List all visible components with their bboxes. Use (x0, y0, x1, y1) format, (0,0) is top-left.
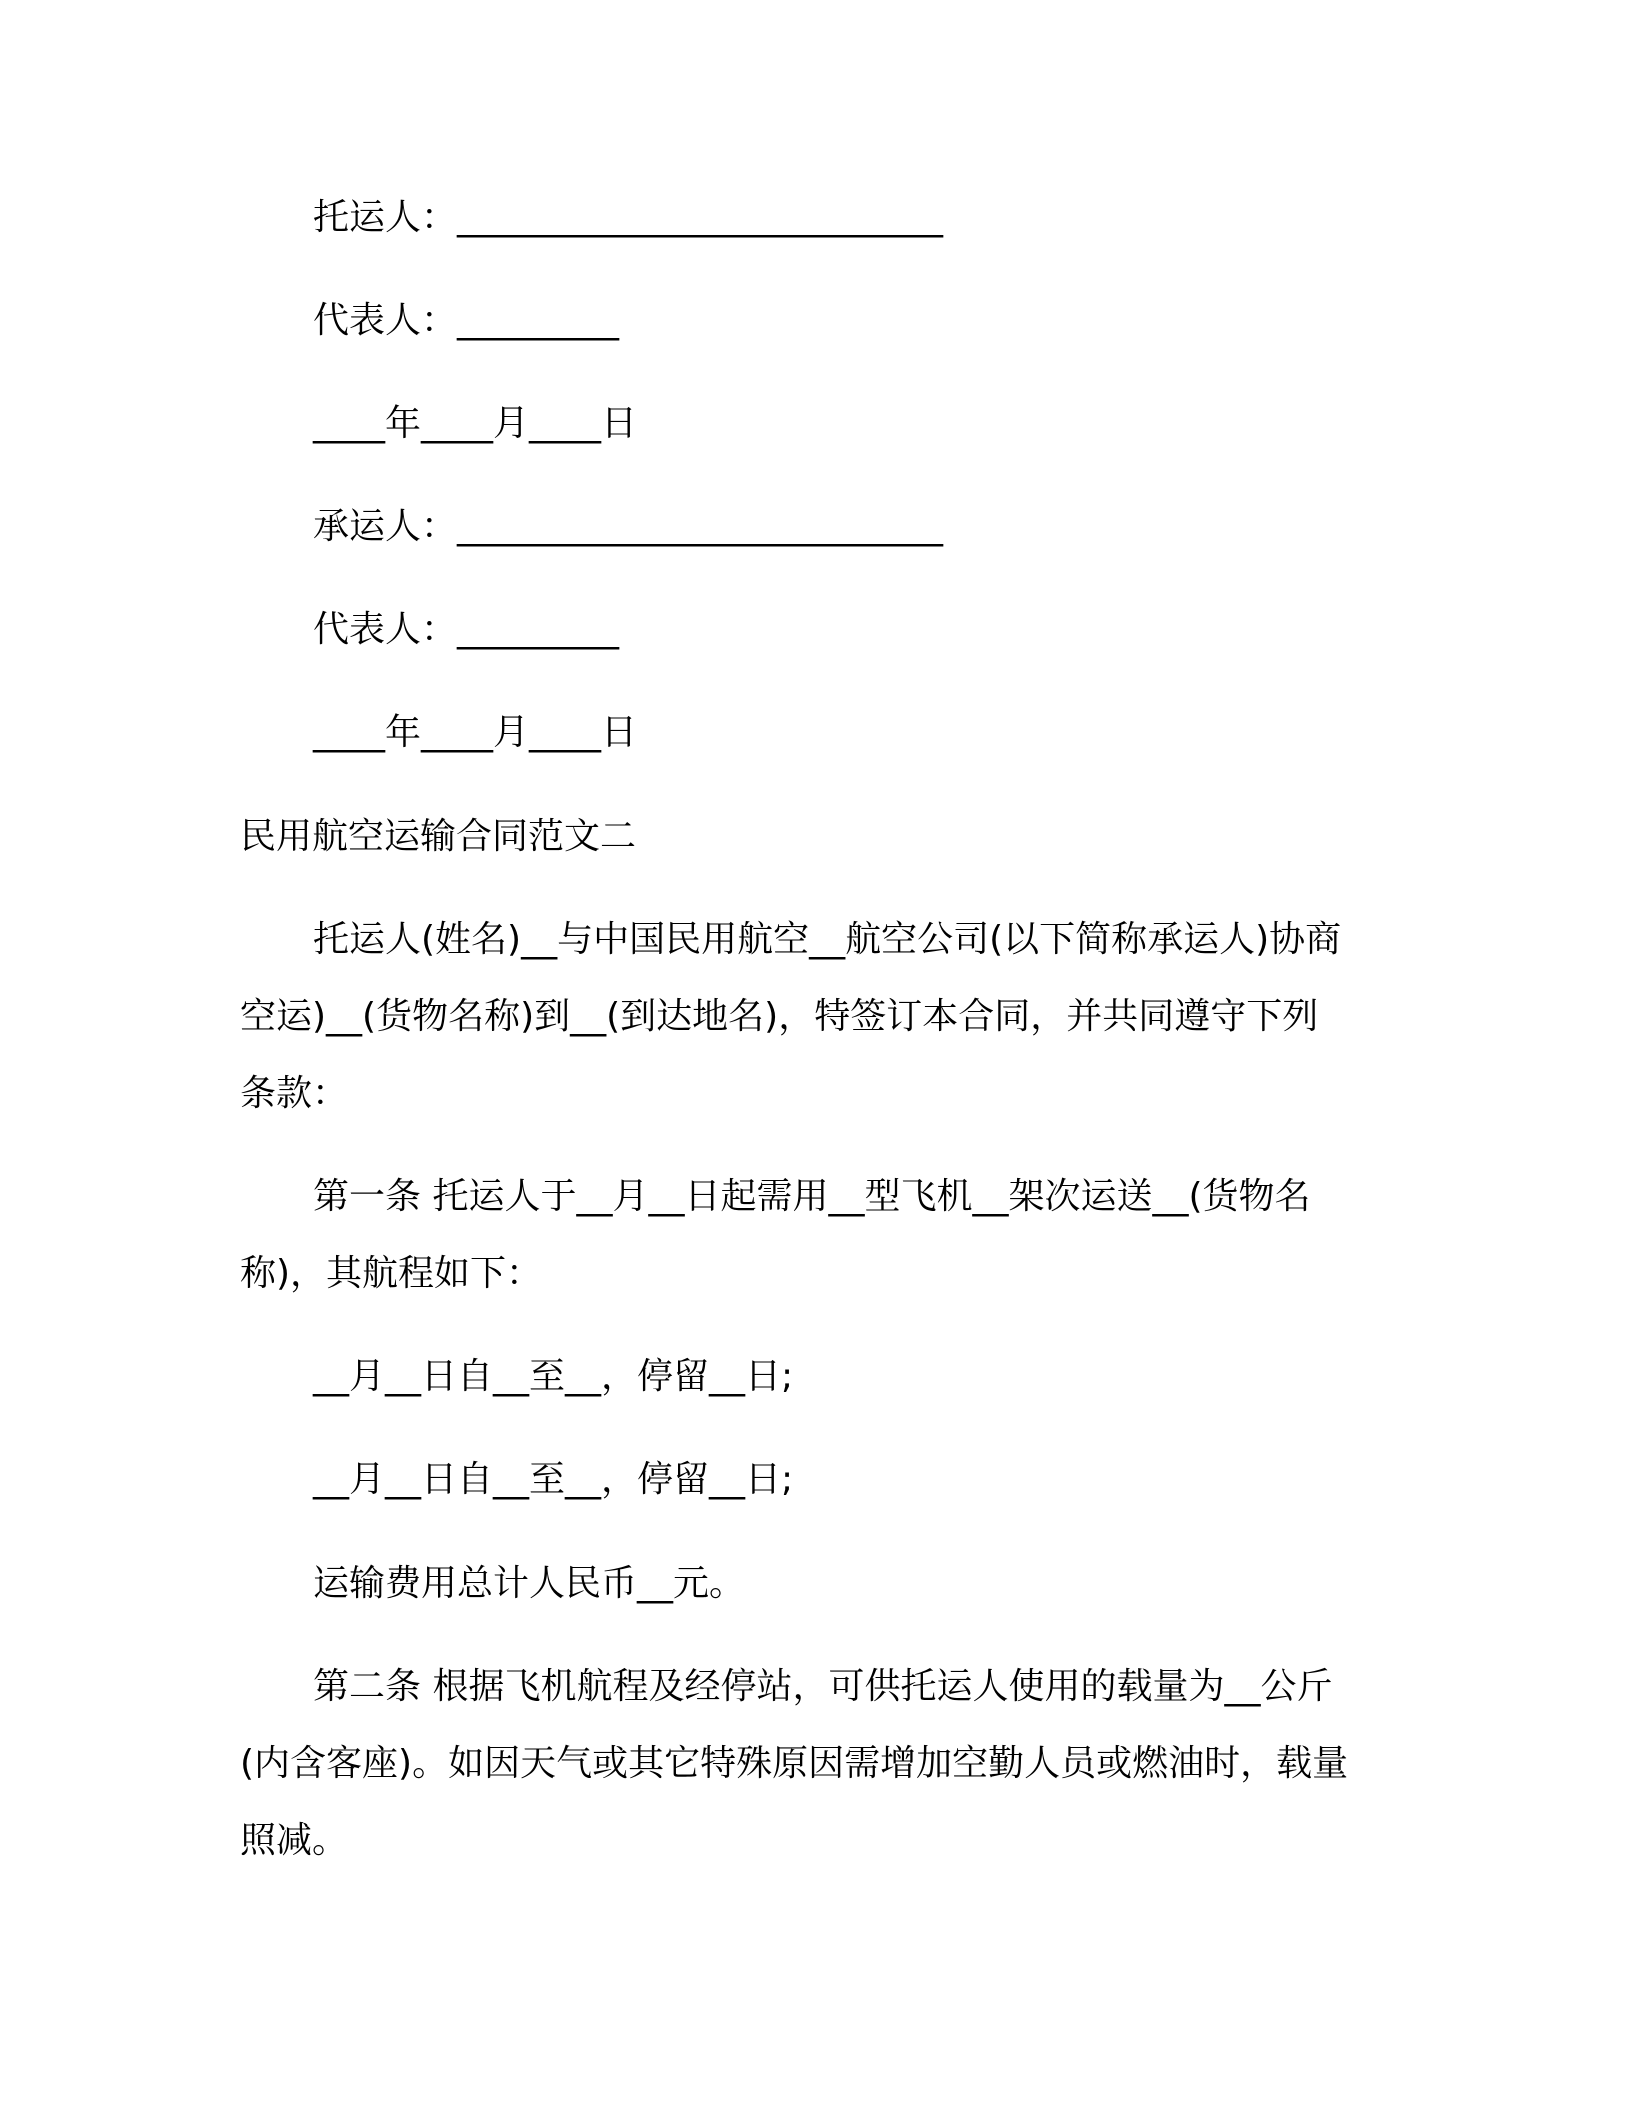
article-1-line: 第一条 托运人于__月__日起需用__型飞机__架次运送__(货物名 (313, 1176, 1311, 1217)
carrier-date-line: ____年____月____日 (313, 712, 638, 753)
fee-line: 运输费用总计人民币__元。 (313, 1563, 746, 1604)
intro-line: 空运)__(货物名称)到__(到达地名)，特签订本合同，并共同遵守下列 (240, 996, 1319, 1037)
itinerary-line: __月__日自__至__，停留__日; (313, 1356, 794, 1397)
article-1-line: 称)，其航程如下： (240, 1253, 543, 1294)
article-2-line: 照减。 (240, 1820, 349, 1861)
section-title: 民用航空运输合同范文二 (240, 816, 637, 857)
intro-line: 条款： (240, 1073, 349, 1114)
shipper-date-line: ____年____月____日 (313, 403, 638, 444)
carrier-representative-line: 代表人：_________ (313, 609, 620, 650)
shipper-representative-line: 代表人：_________ (313, 300, 620, 341)
article-2-line: 第二条 根据飞机航程及经停站，可供托运人使用的载量为__公斤 (313, 1666, 1333, 1707)
article-2-line: (内含客座)。如因天气或其它特殊原因需增加空勤人员或燃油时，载量 (240, 1743, 1349, 1784)
shipper-signature-line: 托运人：___________________________ (313, 197, 944, 238)
carrier-signature-line: 承运人：___________________________ (313, 506, 944, 547)
itinerary-line: __月__日自__至__，停留__日; (313, 1459, 794, 1500)
intro-line: 托运人(姓名)__与中国民用航空__航空公司(以下简称承运人)协商 (313, 919, 1342, 960)
